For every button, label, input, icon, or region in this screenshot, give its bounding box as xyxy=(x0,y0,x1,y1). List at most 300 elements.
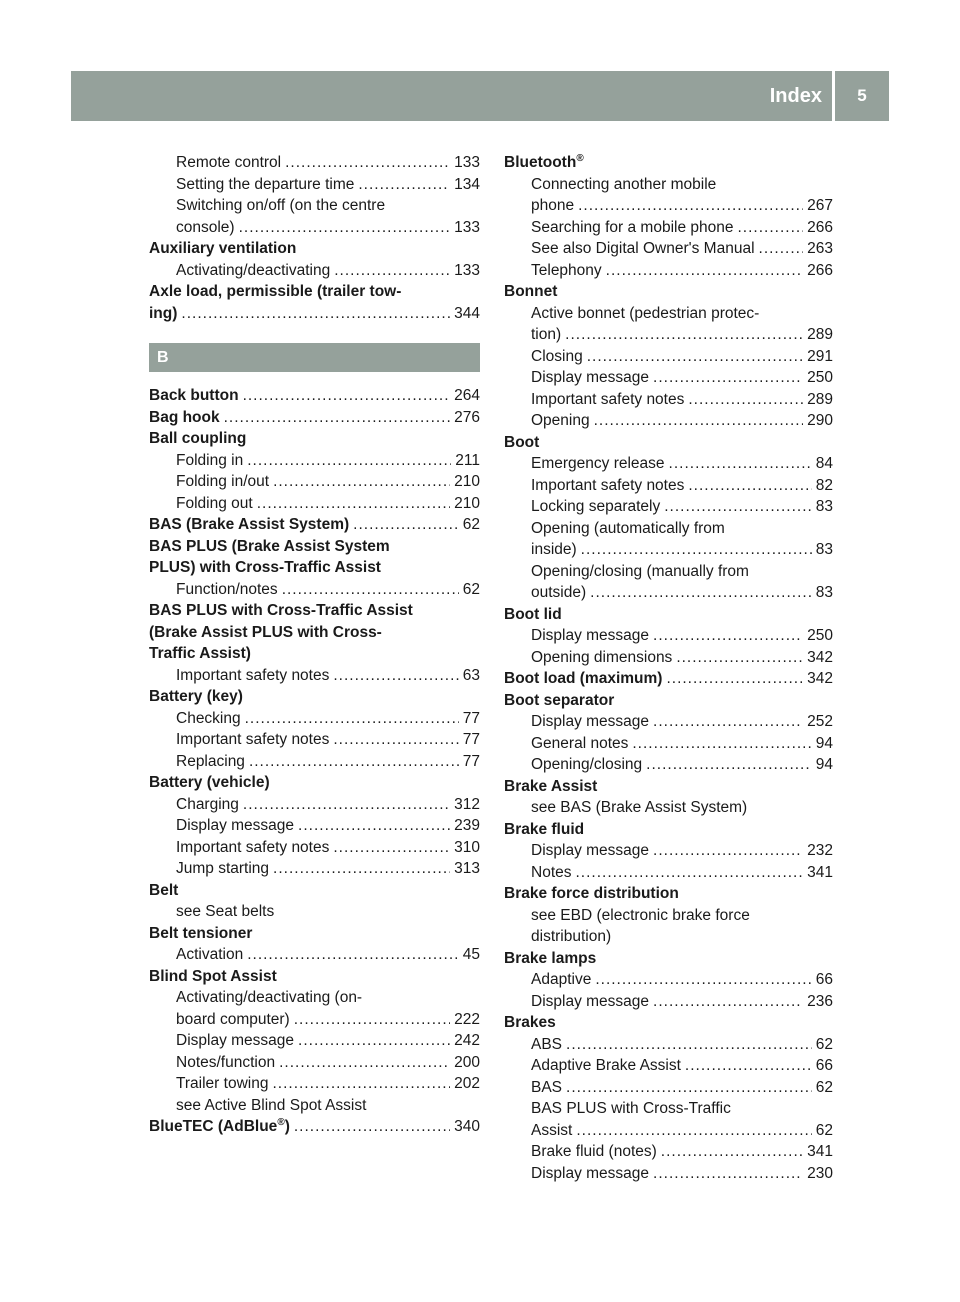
entry-text xyxy=(531,346,583,368)
leader-dots xyxy=(576,862,804,884)
entry-label: Switching on/off (on the centre xyxy=(176,197,386,214)
index-subentry xyxy=(149,450,480,472)
index-subentry xyxy=(504,561,833,583)
registered-mark: ® xyxy=(277,1116,285,1128)
entry-label: Replacing xyxy=(176,752,245,770)
index-subentry xyxy=(504,410,833,432)
index-subentry xyxy=(149,987,480,1009)
entry-label: BAS PLUS (Brake Assist System xyxy=(149,537,390,555)
leader-dots xyxy=(653,625,803,647)
leader-dots xyxy=(759,238,804,260)
leader-dots xyxy=(664,496,812,518)
page-reference: 83 xyxy=(815,541,833,558)
entry-text xyxy=(531,1077,562,1099)
entry-text xyxy=(149,303,177,325)
index-subentry xyxy=(504,539,833,561)
entry-label: tion) xyxy=(531,326,562,343)
index-subentry xyxy=(504,453,833,475)
entry-text xyxy=(531,991,649,1013)
entry-label: BAS xyxy=(531,1078,563,1096)
entry-label: Opening/closing (manually from xyxy=(531,562,749,580)
page-reference: 250 xyxy=(807,627,833,644)
entry-label: Important safety notes xyxy=(531,390,685,408)
entry-text xyxy=(531,260,602,282)
entry-label: Trailer towing xyxy=(176,1075,269,1092)
entry-label: Battery (vehicle) xyxy=(149,774,270,791)
entry-text xyxy=(531,475,684,497)
entry-label: board computer) xyxy=(176,1010,290,1028)
entry-label: Display message xyxy=(531,842,650,859)
leader-dots xyxy=(566,1034,812,1056)
entry-label: Opening xyxy=(531,412,590,429)
index-subentry xyxy=(149,944,480,966)
entry-label: Folding in xyxy=(176,451,244,469)
index-subentry xyxy=(504,367,833,389)
leader-dots xyxy=(333,729,458,751)
index-entry xyxy=(504,819,833,841)
index-column-left xyxy=(149,152,480,1138)
page-reference: 340 xyxy=(454,1118,480,1135)
index-subentry xyxy=(149,174,480,196)
page-reference: 66 xyxy=(815,971,833,988)
index-subentry xyxy=(149,901,480,923)
entry-label: Checking xyxy=(176,709,241,727)
leader-dots xyxy=(294,1009,450,1031)
index-entry xyxy=(504,883,833,905)
leader-dots xyxy=(578,195,803,217)
entry-label: Opening/closing xyxy=(531,756,643,773)
index-subentry xyxy=(504,797,833,819)
entry-label: see Active Blind Spot Assist xyxy=(176,1096,367,1114)
page-reference: 83 xyxy=(815,584,833,601)
index-subentry xyxy=(149,665,480,687)
entry-label: Axle load, permissible (trailer tow- xyxy=(149,283,402,300)
entry-label: Activating/deactivating xyxy=(176,261,331,279)
entry-text xyxy=(176,1095,366,1117)
page-reference: 200 xyxy=(454,1053,480,1071)
index-entry xyxy=(149,557,480,579)
page-reference: 242 xyxy=(454,1032,480,1049)
page-reference: 252 xyxy=(807,713,833,730)
entry-label: Assist xyxy=(531,1121,573,1139)
entry-label: BAS (Brake Assist System) xyxy=(149,516,350,533)
entry-text xyxy=(149,238,296,260)
entry-label: Notes/function xyxy=(176,1053,276,1071)
index-subentry xyxy=(504,969,833,991)
page-reference: 62 xyxy=(815,1121,833,1139)
entry-label: see BAS (Brake Assist System) xyxy=(531,799,748,816)
entry-label: Brake force distribution xyxy=(504,885,679,902)
index-entry xyxy=(149,514,480,536)
leader-dots xyxy=(239,217,451,239)
index-subentry xyxy=(504,647,833,669)
leader-dots xyxy=(247,450,451,472)
entry-text xyxy=(176,901,274,923)
entry-label: Opening (automatically from xyxy=(531,519,725,537)
entry-label: Boot lid xyxy=(504,605,562,623)
leader-dots xyxy=(653,1163,803,1185)
entry-text xyxy=(176,1030,294,1052)
leader-dots xyxy=(587,346,803,368)
entry-text xyxy=(176,815,294,837)
entry-text xyxy=(176,944,243,966)
index-subentry xyxy=(504,905,833,927)
leader-dots xyxy=(358,174,450,196)
leader-dots xyxy=(279,1052,450,1074)
leader-dots xyxy=(669,453,812,475)
index-subentry xyxy=(149,1095,480,1117)
index-subentry xyxy=(149,471,480,493)
page-reference: 263 xyxy=(807,240,833,257)
entry-label: distribution) xyxy=(531,928,612,945)
index-subentry xyxy=(504,711,833,733)
index-entry xyxy=(149,643,480,665)
entry-label: Charging xyxy=(176,795,239,813)
entry-label: Jump starting xyxy=(176,860,270,877)
entry-text xyxy=(504,948,596,970)
leader-dots xyxy=(247,944,459,966)
page-reference: 77 xyxy=(462,731,480,748)
entry-label: inside) xyxy=(531,541,577,558)
entry-text xyxy=(531,647,672,669)
leader-dots xyxy=(688,475,811,497)
index-entry xyxy=(149,772,480,794)
index-entry xyxy=(504,281,833,303)
entry-label: Folding in/out xyxy=(176,473,270,490)
page-reference: 266 xyxy=(807,218,833,236)
entry-text xyxy=(504,1012,556,1034)
entry-label: See also Digital Owner's Manual xyxy=(531,240,755,257)
index-subentry xyxy=(504,475,833,497)
entry-text xyxy=(176,794,239,816)
page-reference: 82 xyxy=(815,476,833,494)
index-subentry xyxy=(504,1098,833,1120)
index-subentry xyxy=(149,493,480,515)
entry-text xyxy=(176,837,329,859)
index-subentry xyxy=(149,1073,480,1095)
entry-text xyxy=(176,174,354,196)
index-subentry xyxy=(149,794,480,816)
entry-text xyxy=(531,518,725,540)
page-reference: 62 xyxy=(462,516,480,533)
entry-text xyxy=(504,690,614,712)
page-reference: 210 xyxy=(454,494,480,512)
entry-label: Bonnet xyxy=(504,283,558,300)
entry-text xyxy=(531,797,747,819)
page-reference: 77 xyxy=(462,709,480,727)
entry-label: Belt tensioner xyxy=(149,924,253,942)
leader-dots xyxy=(688,389,803,411)
leader-dots xyxy=(224,407,451,429)
entry-text xyxy=(176,1073,268,1095)
entry-label: Display message xyxy=(176,817,295,834)
leader-dots xyxy=(595,969,811,991)
entry-text xyxy=(531,1055,681,1077)
entry-text xyxy=(531,926,611,948)
leader-dots xyxy=(333,665,458,687)
leader-dots xyxy=(581,539,812,561)
leader-dots xyxy=(685,1055,812,1077)
index-subentry xyxy=(504,346,833,368)
entry-text xyxy=(504,281,557,303)
index-subentry xyxy=(504,1163,833,1185)
page-reference: 62 xyxy=(815,1035,833,1053)
index-entry xyxy=(149,622,480,644)
index-entry xyxy=(504,668,833,690)
entry-text xyxy=(176,217,235,239)
index-entry xyxy=(149,303,480,325)
page-reference: 134 xyxy=(454,175,480,193)
page-reference: 266 xyxy=(807,261,833,279)
entry-text xyxy=(504,819,584,841)
entry-label: see Seat belts xyxy=(176,903,275,920)
registered-mark: ® xyxy=(576,152,584,164)
entry-text xyxy=(176,260,330,282)
entry-label: Display message xyxy=(531,992,650,1010)
entry-label: Function/notes xyxy=(176,580,278,598)
entry-text xyxy=(531,969,591,991)
entry-label: Brakes xyxy=(504,1014,556,1031)
entry-label: phone xyxy=(531,197,575,214)
index-subentry xyxy=(149,195,480,217)
entry-label: Closing xyxy=(531,347,583,365)
entry-text xyxy=(149,966,277,988)
entry-text xyxy=(504,776,597,798)
entry-text xyxy=(531,367,649,389)
entry-label: Blind Spot Assist xyxy=(149,967,277,985)
entry-text xyxy=(531,1120,572,1142)
index-subentry xyxy=(504,195,833,217)
entry-label: Boot load (maximum) xyxy=(504,670,663,687)
leader-dots xyxy=(565,324,803,346)
entry-text xyxy=(149,385,239,407)
page-reference: 342 xyxy=(807,648,833,666)
index-subentry xyxy=(149,579,480,601)
entry-label: Notes xyxy=(531,863,572,881)
entry-label: Activating/deactivating (on- xyxy=(176,989,363,1006)
entry-text xyxy=(504,432,539,454)
index-subentry xyxy=(504,926,833,948)
index-subentry xyxy=(149,1030,480,1052)
entry-label: BAS PLUS with Cross-Traffic Assist xyxy=(149,602,413,619)
leader-dots xyxy=(249,751,459,773)
index-list-left-top xyxy=(149,152,480,324)
page-reference: 133 xyxy=(454,261,480,279)
entry-label: Remote control xyxy=(176,154,282,171)
entry-label: ABS xyxy=(531,1035,563,1053)
page-reference: 291 xyxy=(807,347,833,365)
entry-label-suffix: ) xyxy=(284,1118,290,1135)
entry-label: Back button xyxy=(149,387,239,404)
index-subentry xyxy=(504,733,833,755)
index-entry xyxy=(504,432,833,454)
entry-text xyxy=(176,751,245,773)
index-subentry xyxy=(149,1052,480,1074)
page-reference: 289 xyxy=(807,390,833,408)
entry-label: BAS PLUS with Cross-Traffic xyxy=(531,1100,731,1117)
entry-text xyxy=(531,905,750,927)
entry-label: Boot separator xyxy=(504,691,615,709)
index-subentry xyxy=(504,303,833,325)
index-subentry xyxy=(149,815,480,837)
entry-label: Emergency release xyxy=(531,455,665,472)
entry-text xyxy=(504,604,562,626)
page-reference: 342 xyxy=(807,670,833,687)
entry-label: Display message xyxy=(531,1164,650,1182)
index-subentry xyxy=(504,324,833,346)
index-entry xyxy=(504,690,833,712)
entry-text xyxy=(149,1116,290,1138)
leader-dots xyxy=(606,260,803,282)
index-entry xyxy=(504,152,833,174)
entry-text xyxy=(531,496,660,518)
entry-label: BlueTEC (AdBlue xyxy=(149,1118,278,1135)
leader-dots xyxy=(590,582,812,604)
index-subentry xyxy=(504,1055,833,1077)
entry-label: Important safety notes xyxy=(176,838,330,856)
page-reference: 211 xyxy=(455,451,480,469)
entry-text xyxy=(176,729,329,751)
entry-text xyxy=(504,668,662,690)
leader-dots xyxy=(653,711,803,733)
entry-text xyxy=(531,754,642,776)
section-heading-b: B xyxy=(149,343,480,372)
entry-text xyxy=(176,152,281,174)
index-entry xyxy=(149,385,480,407)
entry-text xyxy=(176,987,362,1009)
entry-text xyxy=(531,410,590,432)
leader-dots xyxy=(661,1141,803,1163)
entry-text xyxy=(504,883,679,905)
index-subentry xyxy=(504,582,833,604)
leader-dots xyxy=(273,858,450,880)
entry-text xyxy=(531,195,574,217)
entry-label: Belt xyxy=(149,881,179,899)
leader-dots xyxy=(298,1030,450,1052)
entry-label: Adaptive Brake Assist xyxy=(531,1057,681,1074)
index-subentry xyxy=(504,389,833,411)
leader-dots xyxy=(273,471,450,493)
page-reference: 276 xyxy=(454,408,480,426)
index-subentry xyxy=(504,1141,833,1163)
entry-label: Display message xyxy=(531,713,650,730)
page-reference: 267 xyxy=(807,197,833,214)
page-reference: 290 xyxy=(807,412,833,429)
entry-text xyxy=(531,582,586,604)
entry-text xyxy=(149,622,382,644)
entry-text xyxy=(176,195,385,217)
index-subentry xyxy=(504,260,833,282)
header-title: Index xyxy=(769,85,822,107)
entry-label: ing) xyxy=(149,304,178,322)
index-subentry xyxy=(504,991,833,1013)
leader-dots xyxy=(353,514,459,536)
entry-text xyxy=(149,514,349,536)
index-entry xyxy=(149,428,480,450)
leader-dots xyxy=(298,815,450,837)
index-entry xyxy=(149,880,480,902)
leader-dots xyxy=(653,367,803,389)
entry-label: Display message xyxy=(531,369,650,386)
entry-text xyxy=(149,880,178,902)
leader-dots xyxy=(653,991,803,1013)
entry-label: Ball coupling xyxy=(149,430,247,447)
entry-label: Display message xyxy=(531,627,650,644)
index-entry xyxy=(149,1116,480,1138)
index-subentry xyxy=(504,754,833,776)
page-reference: 341 xyxy=(807,863,833,881)
page-reference: 312 xyxy=(454,795,480,813)
entry-label: Brake lamps xyxy=(504,949,597,967)
index-subentry xyxy=(504,174,833,196)
leader-dots xyxy=(245,708,459,730)
entry-text xyxy=(531,1141,657,1163)
index-subentry xyxy=(504,625,833,647)
entry-text xyxy=(149,281,401,303)
index-subentry xyxy=(149,152,480,174)
entry-text xyxy=(531,389,684,411)
leader-dots xyxy=(282,579,459,601)
leader-dots xyxy=(566,1077,812,1099)
entry-text xyxy=(531,862,572,884)
page-reference: 344 xyxy=(454,304,480,322)
leader-dots xyxy=(333,837,450,859)
entry-text xyxy=(531,238,755,260)
entry-text xyxy=(149,772,270,794)
entry-text xyxy=(531,625,649,647)
page-reference: 94 xyxy=(815,734,833,752)
index-subentry xyxy=(149,708,480,730)
entry-text xyxy=(176,665,329,687)
page-reference: 83 xyxy=(815,498,833,515)
leader-dots xyxy=(181,303,450,325)
leader-dots xyxy=(334,260,450,282)
entry-label: Active bonnet (pedestrian protec- xyxy=(531,304,760,322)
page-reference: 133 xyxy=(454,218,480,236)
entry-label: General notes xyxy=(531,734,629,752)
leader-dots xyxy=(257,493,450,515)
entry-label: Important safety notes xyxy=(531,476,685,494)
leader-dots xyxy=(594,410,804,432)
entry-label: Brake fluid xyxy=(504,820,585,838)
entry-label: Bag hook xyxy=(149,408,220,426)
entry-text xyxy=(149,600,413,622)
page-reference: 313 xyxy=(454,860,480,877)
entry-label: outside) xyxy=(531,584,587,601)
index-column-right xyxy=(504,152,833,1184)
index-subentry xyxy=(149,217,480,239)
index-subentry xyxy=(149,837,480,859)
index-subentry xyxy=(149,1009,480,1031)
page-number: 5 xyxy=(835,71,889,121)
page-reference: 202 xyxy=(454,1075,480,1092)
entry-text xyxy=(531,1163,649,1185)
page-reference: 230 xyxy=(807,1164,833,1182)
page-reference: 94 xyxy=(815,756,833,773)
page-reference: 63 xyxy=(462,666,480,684)
index-subentry xyxy=(504,518,833,540)
index-entry xyxy=(149,600,480,622)
entry-text xyxy=(149,428,246,450)
page-reference: 62 xyxy=(815,1078,833,1096)
index-subentry xyxy=(504,840,833,862)
page-reference: 77 xyxy=(462,752,480,770)
entry-text xyxy=(531,1098,731,1120)
entry-label: Auxiliary ventilation xyxy=(149,240,297,257)
entry-text xyxy=(176,450,243,472)
entry-text xyxy=(531,711,649,733)
entry-text xyxy=(176,471,269,493)
